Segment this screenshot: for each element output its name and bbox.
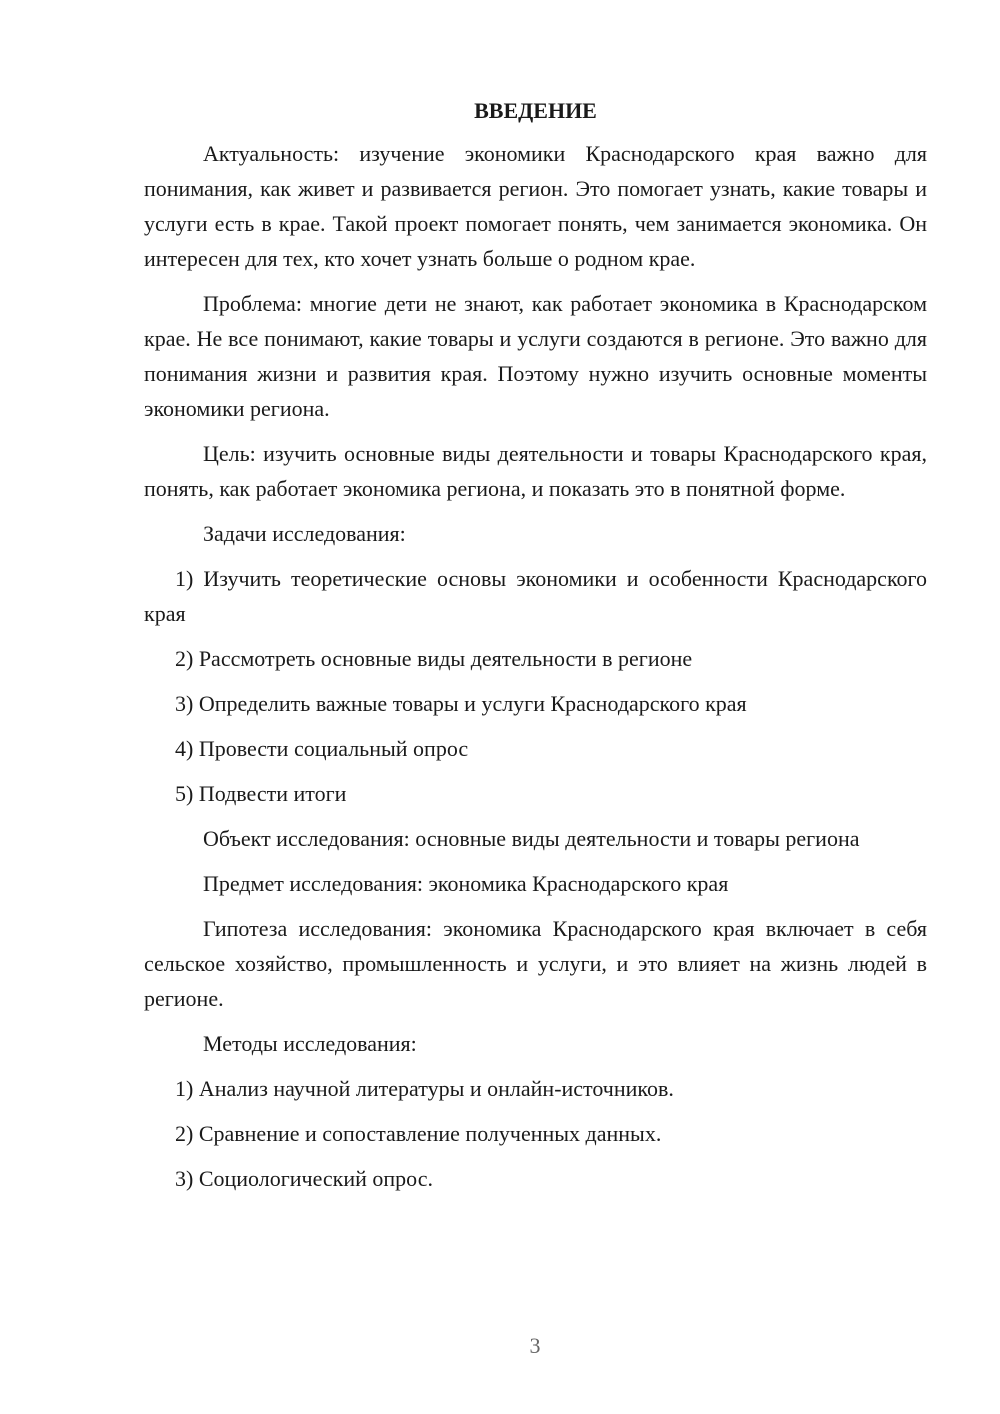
task-item-2: 2) Рассмотреть основные виды деятельности в регионе [175,646,693,671]
task-item-1: 1) Изучить теоретические основы экономики и особенности Краснодарского края [144,566,927,626]
method-item-2: 2) Сравнение и сопоставление полученных данных. [175,1121,662,1146]
page-number: 3 [529,1333,541,1358]
problem-paragraph: Проблема: многие дети не знают, как работает экономика в Краснодарском крае. Не все понимают, какие товары и услуги создаются в регионе. Это важно для понимания жизни и развития края. Поэтому нужно изучить основные моменты экономики региона. [144,291,927,421]
section-title: ВВЕДЕНИЕ [474,98,597,123]
tasks-heading: Задачи исследования: [203,521,406,546]
method-item-1: 1) Анализ научной литературы и онлайн-источников. [175,1076,674,1101]
task-item-3: 3) Определить важные товары и услуги Краснодарского края [175,691,747,716]
hypothesis-paragraph: Гипотеза исследования: экономика Краснодарского края включает в себя сельское хозяйство, промышленность и услуги, и это влияет на жизнь людей в регионе. [144,916,927,1011]
document-page [144,96,927,1206]
relevance-paragraph: Актуальность: изучение экономики Краснодарского края важно для понимания, как живет и развивается регион. Это помогает узнать, какие товары и услуги есть в крае. Такой проект помогает понять, чем занимается экономика. Он интересен для тех, кто хочет узнать больше о родном крае. [144,141,927,271]
methods-heading: Методы исследования: [203,1031,417,1056]
subject-line: Предмет исследования: экономика Краснодарского края [203,871,729,896]
task-item-5: 5) Подвести итоги [175,781,347,806]
object-paragraph: Объект исследования: основные виды деятельности и товары региона [203,826,860,851]
goal-paragraph: Цель: изучить основные виды деятельности и товары Краснодарского края, понять, как работает экономика региона, и показать это в понятной форме. [144,441,927,501]
task-item-4: 4) Провести социальный опрос [175,736,469,761]
method-item-3: 3) Социологический опрос. [175,1166,433,1191]
